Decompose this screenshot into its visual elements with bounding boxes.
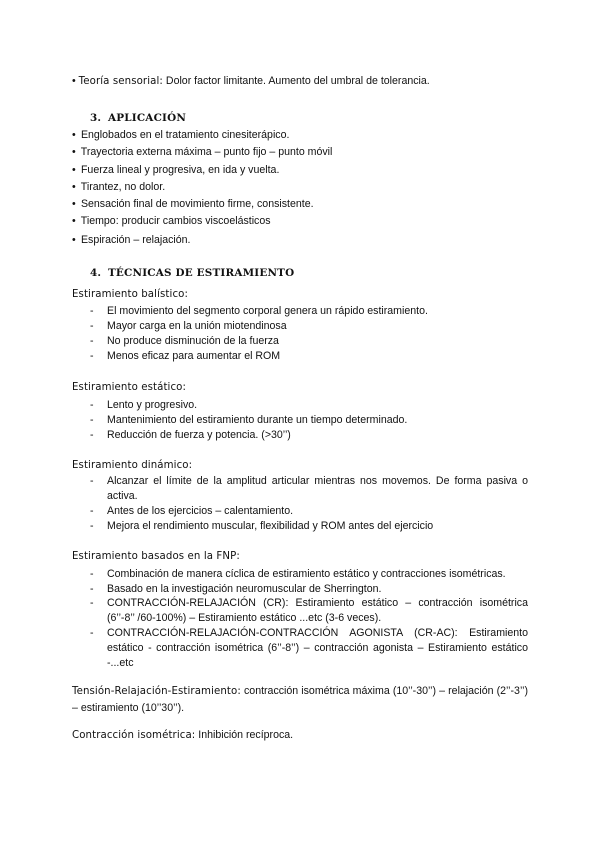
list-item: - Reducción de fuerza y potencia. (>30’’) (90, 427, 528, 444)
dash-icon: - (90, 350, 94, 362)
list-item: - Mantenimiento del estiramiento durante un tiempo determinado. (90, 412, 528, 429)
list-item: • Sensación final de movimiento firme, consistente. (72, 196, 528, 213)
estatico-title: Estiramiento estático: (72, 382, 187, 393)
list-item: - El movimiento del segmento corporal genera un rápido estiramiento. (90, 303, 528, 320)
dash-icon: - (90, 520, 94, 532)
bullet-icon: • (72, 215, 76, 227)
bullet-icon: • (72, 75, 76, 87)
list-item: - Basado en la investigación neuromuscular de Sherrington. (90, 581, 528, 598)
list-item: - Mejora el rendimiento muscular, flexibilidad y ROM antes del ejercicio (90, 518, 528, 535)
bullet-icon: • (72, 146, 76, 158)
teoria-sensorial-text: Dolor factor limitante. Aumento del umbral de tolerancia. (162, 75, 430, 87)
dash-icon: - (90, 627, 94, 639)
bullet-icon: • (72, 234, 76, 246)
list-item: - CONTRACCIÓN-RELAJACIÓN-CONTRACCIÓN AGONISTA (CR-AC): Estiramiento estático - contracción isométrica (6’’-8’’) – contracción agonista – Estiramiento estático -...etc (90, 627, 528, 669)
tension-relajacion-paragraph: Tensión-Relajación-Estiramiento: contracción isométrica máxima (10’’-30’’) – relajación (2’’-3’’) – estiramiento (10’’30’’). (72, 685, 528, 714)
teoria-sensorial-label: Teoría sensorial: (78, 76, 163, 87)
dash-icon: - (90, 568, 94, 580)
dash-icon: - (90, 505, 94, 517)
dash-icon: - (90, 335, 94, 347)
dash-icon: - (90, 305, 94, 317)
section-3-heading: 3. APLICACIÓN (90, 112, 187, 124)
dash-icon: - (90, 429, 94, 441)
teoria-sensorial-item (72, 73, 528, 90)
bullet-icon: • (72, 129, 76, 141)
fnp-title: Estiramiento basados en la FNP: (72, 551, 240, 562)
bullet-icon: • (72, 181, 76, 193)
list-item: • Tiempo: producir cambios viscoelásticos (72, 213, 528, 230)
section-4-heading: 4. TÉCNICAS DE ESTIRAMIENTO (90, 267, 295, 279)
list-item: - Mayor carga en la unión miotendinosa (90, 318, 528, 335)
dash-icon: - (90, 597, 94, 609)
dash-icon: - (90, 414, 94, 426)
dash-icon: - (90, 583, 94, 595)
list-item: • Englobados en el tratamiento cinesiterápico. (72, 127, 528, 144)
dash-icon: - (90, 320, 94, 332)
list-item: • Tirantez, no dolor. (72, 179, 528, 196)
list-item: • Trayectoria externa máxima – punto fijo – punto móvil (72, 144, 528, 161)
bullet-icon: • (72, 198, 76, 210)
list-item: - Menos eficaz para aumentar el ROM (90, 348, 528, 365)
balistico-title: Estiramiento balístico: (72, 289, 189, 300)
list-item: • Espiración – relajación. (72, 232, 528, 249)
contraccion-isometrica-paragraph: Contracción isométrica: Inhibición recíproca. (72, 729, 294, 741)
list-item: - Antes de los ejercicios – calentamiento. (90, 503, 528, 520)
list-item: - Combinación de manera cíclica de estiramiento estático y contracciones isométricas. (90, 566, 528, 583)
dash-icon: - (90, 399, 94, 411)
list-item: • Fuerza lineal y progresiva, en ida y vuelta. (72, 162, 528, 179)
list-item: - Lento y progresivo. (90, 397, 528, 414)
bullet-icon: • (72, 164, 76, 176)
dinamico-title: Estiramiento dinámico: (72, 460, 193, 471)
list-item: - No produce disminución de la fuerza (90, 333, 528, 350)
list-item: - Alcanzar el límite de la amplitud articular mientras nos movemos. De forma pasiva o activa. (90, 475, 528, 502)
list-item: - CONTRACCIÓN-RELAJACIÓN (CR): Estiramiento estático – contracción isométrica (6’’-8’’ /60-100%) – Estiramiento estático ...etc (3-6 veces). (90, 597, 528, 624)
dash-icon: - (90, 475, 94, 487)
